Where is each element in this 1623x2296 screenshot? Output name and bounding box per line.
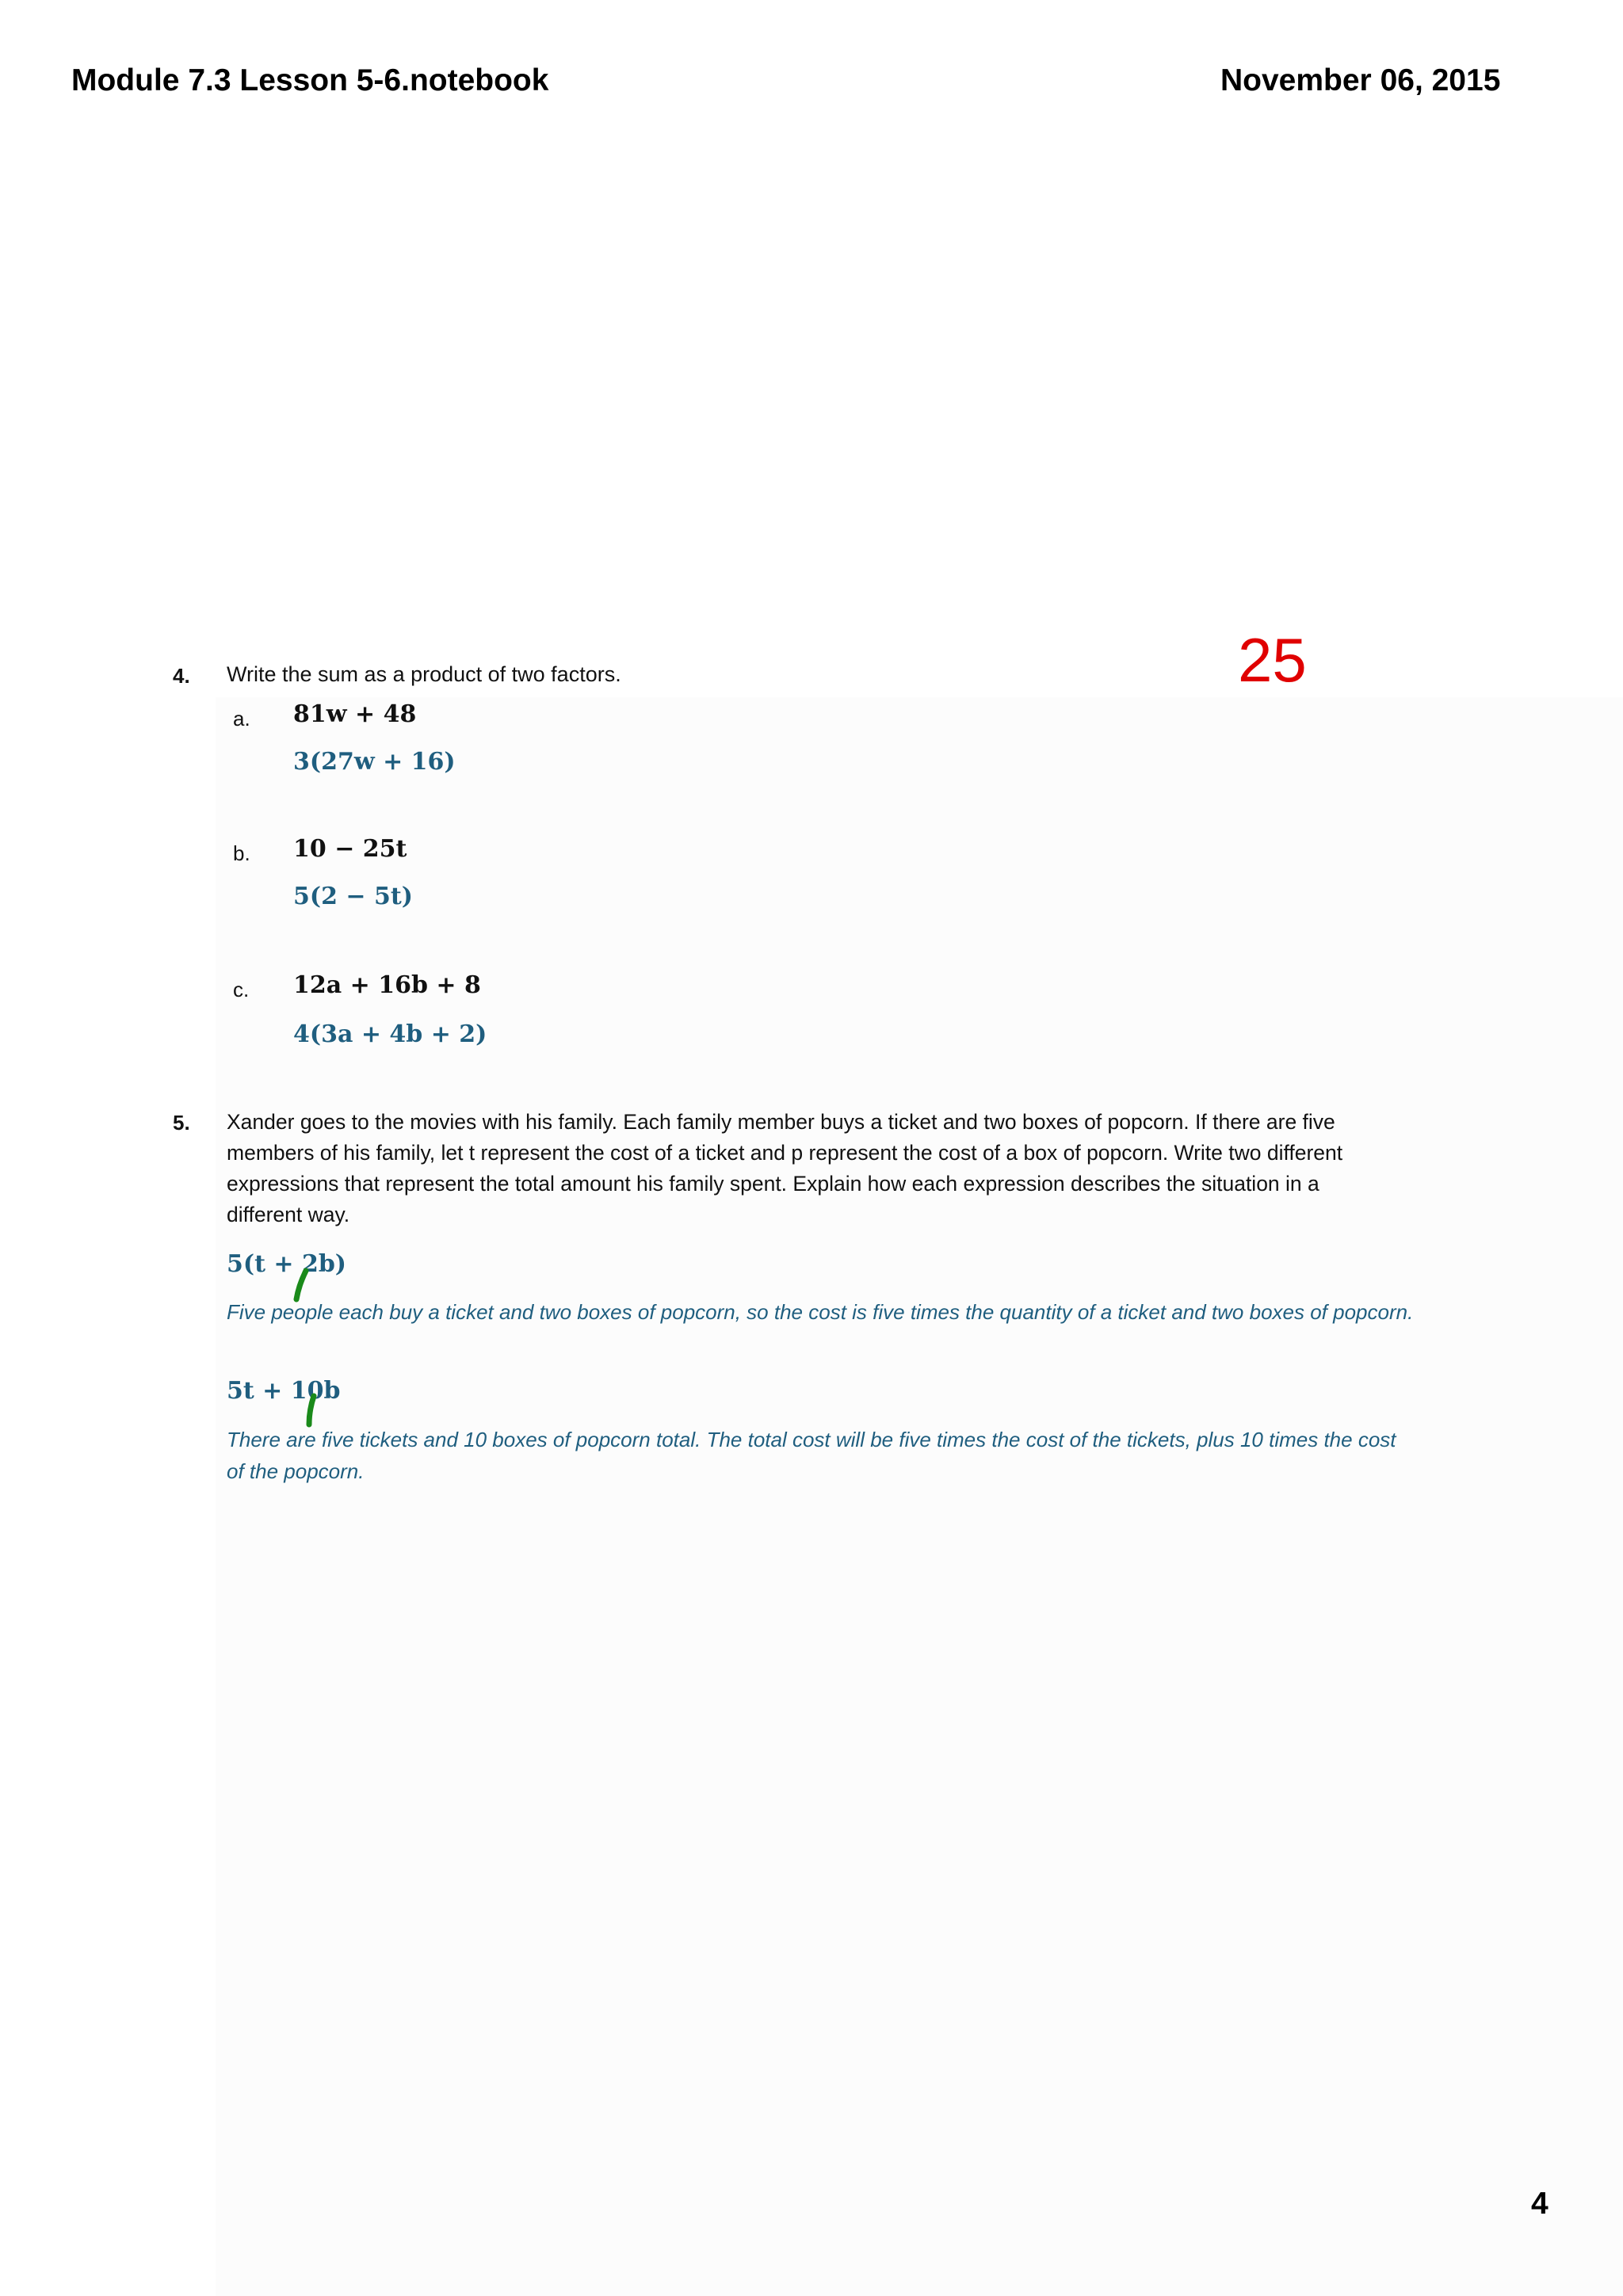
problem-4-prompt: Write the sum as a product of two factors.	[227, 662, 621, 686]
part-a-answer: 3(27w + 16)	[293, 748, 456, 776]
worksheet-background	[216, 697, 1623, 2296]
part-b-label: b.	[233, 841, 250, 865]
answer-1-explanation: Five people each buy a ticket and two boxes of popcorn, so the cost is five times the quantity of a ticket and two boxes of popcorn.	[227, 1300, 1414, 1324]
part-a-label: a.	[233, 707, 250, 730]
problem-5-prompt: Xander goes to the movies with his family. Each family member buys a ticket and two boxes of popcorn. If there are five members of his family, let t represent the cost of a ticket and p represent the cost of a box of popcorn. Write two different expressions that represent the total amount his family spent. Explain how each expression describes the situation in a different way.	[227, 1110, 1343, 1226]
answer-2-explanation: There are five tickets and 10 boxes of popcorn total. The total cost will be five times the cost of the tickets, plus 10 times the cost of the popcorn.	[227, 1428, 1396, 1483]
notebook-date: November 06, 2015	[1220, 63, 1501, 97]
notebook-title: Module 7.3 Lesson 5-6.notebook	[71, 63, 549, 97]
part-b-answer: 5(2 − 5t)	[293, 883, 413, 910]
problem-5-number: 5.	[173, 1111, 190, 1135]
answer-1-expression: 5(t + 2b)	[227, 1250, 346, 1278]
part-c-expression: 12a + 16b + 8	[293, 971, 481, 999]
page-number: 4	[1531, 2187, 1549, 2221]
answer-2-expression: 5t + 10b	[227, 1377, 341, 1405]
part-a-expression: 81w + 48	[293, 700, 417, 728]
part-b-expression: 10 − 25t	[293, 835, 407, 863]
handwritten-score: 25	[1238, 625, 1307, 695]
part-c-label: c.	[233, 978, 250, 1001]
problem-4-number: 4.	[173, 664, 190, 688]
part-c-answer: 4(3a + 4b + 2)	[293, 1020, 487, 1048]
